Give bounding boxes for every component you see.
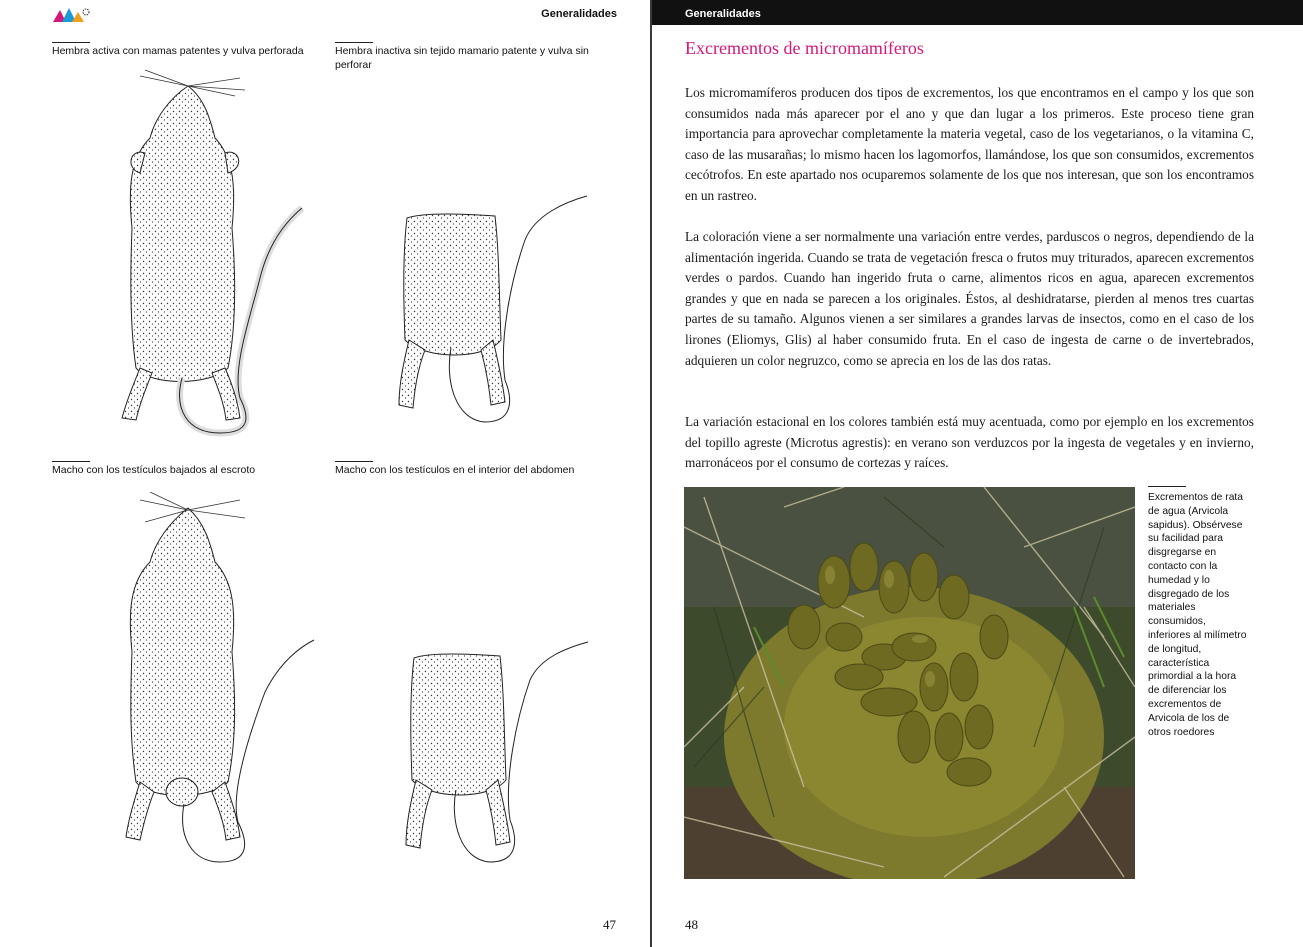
figure-caption: Hembra inactiva sin tejido mamario patente y vulva sin perforar <box>335 45 589 71</box>
caption-rule <box>335 461 373 462</box>
caption-rule <box>52 42 90 43</box>
rat-drawing-female-active <box>100 68 310 440</box>
paragraph-text: La coloración viene a ser normalmente una variación entre verdes, parduscos o negros, dependiendo de la alimentación ingerida. Cuando se trata de vegetación fresca o frutos muy triturados, aparecen excrementos verdes o pardos. Cuando han ingerido fruta o carne, alimentos ricos en agua, aparecen excrementos grandes y que en nada se parecen a los originales. Éstos, al deshidratarse, pierden al menos tres cuartas partes de su tamaño. Algunos vienen a ser similares a grandes larvas de insectos, como en el caso de los lirones (Eliomys, Glis) al haber consumido fruta. En el caso de ingesta de carne o de invertebrados, adquieren un color negruzco, como se aprecia en los de las dos ratas. <box>685 229 1254 368</box>
caption-rule <box>1148 486 1186 487</box>
body-paragraph <box>685 412 1254 474</box>
page-number: 47 <box>603 917 616 932</box>
running-header: Generalidades <box>685 8 761 20</box>
publisher-logo <box>53 6 91 24</box>
figure-caption: Macho con los testículos bajados al escroto <box>52 464 256 476</box>
rat-drawing-male-abdominal <box>400 640 595 868</box>
page-number: 48 <box>685 917 698 932</box>
rat-drawing-female-inactive <box>395 190 595 430</box>
right-page <box>652 0 1303 947</box>
paragraph-text: La variación estacional en los colores también está muy acentuada, como por ejemplo en los excrementos del topillo agreste (Microtus agrestis): en verano son verduzcos por la ingesta de vegetales y en invierno, marronáceos por el consumo de cortezas y raíces. <box>685 414 1254 471</box>
paragraph-text: Los micromamíferos producen dos tipos de excrementos, los que encontramos en el campo y los que son consumidos nada más aparecer por el ano y que dan lugar a los primeros. Este proceso tiene gran importancia para aprovechar completamente la materia vegetal, caso de los vegetarianos, o la vitamina C, caso de las musarañas; lo mismo hacen los lagomorfos, llamándose, los que son consumidos, excrementos cecótrofos. En este apartado nos ocuparemos solamente de los que nos interesan, que son los encontramos en un rastreo. <box>685 85 1254 203</box>
photo-caption: Excrementos de rata de agua (Arvicola sapidus). Obsérvese su facilidad para disgregarse en contacto con la humedad y lo disgregado de los materiales consumidos, inferiores al milímetro de longitud, característica primordial a la hora de diferenciar los excrementos de Arvicola de los de otros roedores <box>1148 492 1247 738</box>
running-header-bar <box>652 0 1303 25</box>
body-paragraph <box>685 227 1254 371</box>
running-header: Generalidades <box>541 8 617 20</box>
figure-caption: Macho con los testículos en el interior del abdomen <box>335 464 575 476</box>
droppings-photo <box>684 487 1135 879</box>
left-page <box>0 0 650 947</box>
caption-rule <box>335 42 373 43</box>
rat-drawing-male-scrotal <box>100 492 320 868</box>
section-title: Excrementos de micromamíferos <box>685 38 924 58</box>
figure-caption: Hembra activa con mamas patentes y vulva perforada <box>52 45 304 57</box>
body-paragraph <box>685 83 1254 207</box>
caption-rule <box>52 461 90 462</box>
